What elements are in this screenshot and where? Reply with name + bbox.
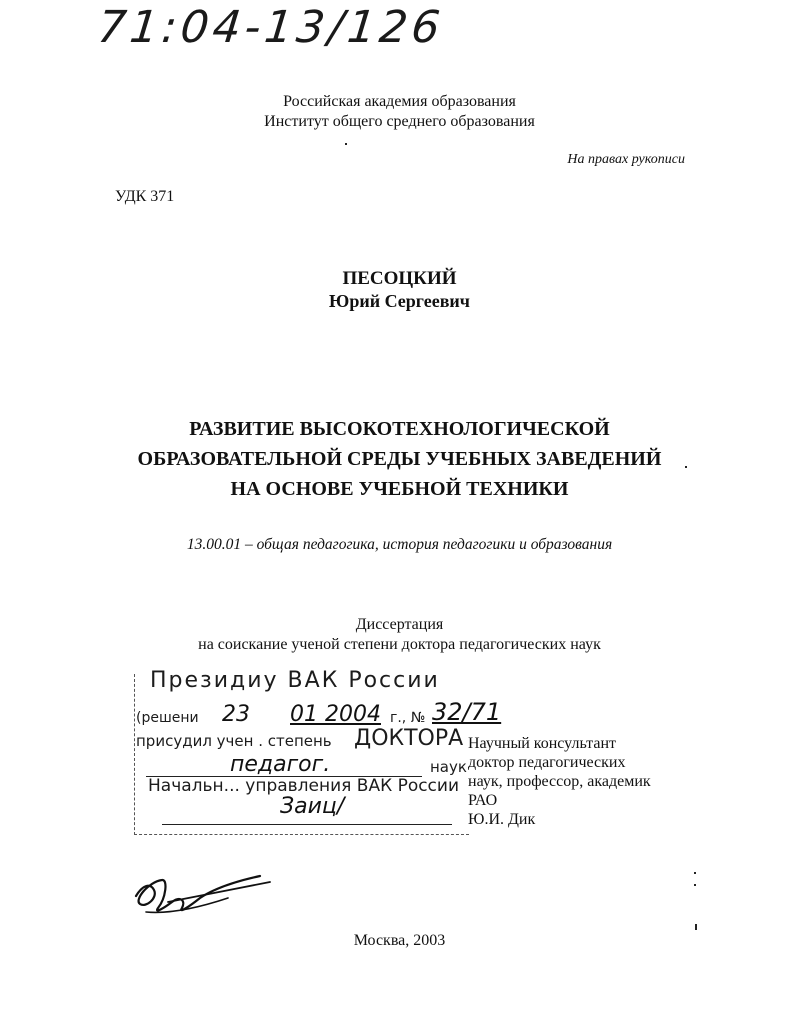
consultant-degree: доктор педагогических — [468, 754, 626, 771]
dissertation-block — [0, 615, 799, 655]
author-surname: ПЕСОЦКИЙ — [342, 268, 457, 289]
stamp-decision-number: 32/71 — [432, 698, 502, 726]
stamp-decision-day: 23 — [222, 702, 250, 727]
stamp-field-handwritten: педагог. — [230, 752, 331, 777]
stamp-field-suffix: наук — [430, 758, 467, 776]
dissertation-label: Диссертация — [355, 616, 444, 633]
rights-note: На правах рукописи — [567, 152, 685, 167]
udk-code: УДК 371 — [115, 188, 175, 205]
institution-institute: Институт общего среднего образования — [264, 113, 535, 130]
consultant-role: Научный консультант — [468, 735, 616, 752]
consultant-name: Ю.И. Дик — [468, 811, 536, 828]
stamp-awarded-prefix: присудил учен . степень — [136, 732, 332, 750]
stamp-decision-date: 01 2004 — [290, 702, 381, 727]
author-block — [0, 268, 799, 312]
author-given-names: Юрий Сергеевич — [329, 291, 470, 311]
scientific-consultant — [468, 734, 651, 829]
scan-speck — [694, 884, 696, 886]
title-line-2: ОБРАЗОВАТЕЛЬНОЙ СРЕДЫ УЧЕБНЫХ ЗАВЕДЕНИЙ — [137, 448, 662, 470]
stamp-heading: Президиу ВАК России — [150, 668, 440, 693]
scan-speck — [695, 924, 697, 930]
stamp-signature-line — [162, 824, 452, 825]
scan-speck — [345, 143, 347, 145]
title-line-1: РАЗВИТИЕ ВЫСОКОТЕХНОЛОГИЧЕСКОЙ — [189, 418, 610, 440]
institution-academy: Российская академия образования — [283, 93, 516, 110]
registry-number-handwritten: 71:04-13/126 — [95, 2, 447, 53]
institution-block — [0, 92, 799, 132]
dissertation-title — [0, 414, 799, 504]
city-year: Москва, 2003 — [353, 932, 446, 949]
consultant-title: наук, профессор, академик — [468, 773, 651, 790]
degree-purpose: на соискание ученой степени доктора педагогических наук — [198, 636, 601, 653]
scan-speck — [694, 872, 696, 874]
stamp-decision-prefix: (решени — [136, 710, 199, 726]
handwritten-signature — [128, 868, 278, 928]
consultant-academy: РАО — [468, 792, 498, 809]
specialty-code: 13.00.01 – общая педагогика, история педагогики и образования — [186, 536, 613, 553]
stamp-degree: ДОКТОРА — [354, 726, 464, 751]
scan-speck — [685, 466, 687, 468]
title-line-3: НА ОСНОВЕ УЧЕБНОЙ ТЕХНИКИ — [230, 478, 569, 500]
stamp-chief-label: Начальн... управления ВАК России — [148, 776, 460, 796]
stamp-decision-mid: г., № — [390, 710, 426, 726]
stamp-chief-signature: Заиц/ — [280, 794, 345, 819]
